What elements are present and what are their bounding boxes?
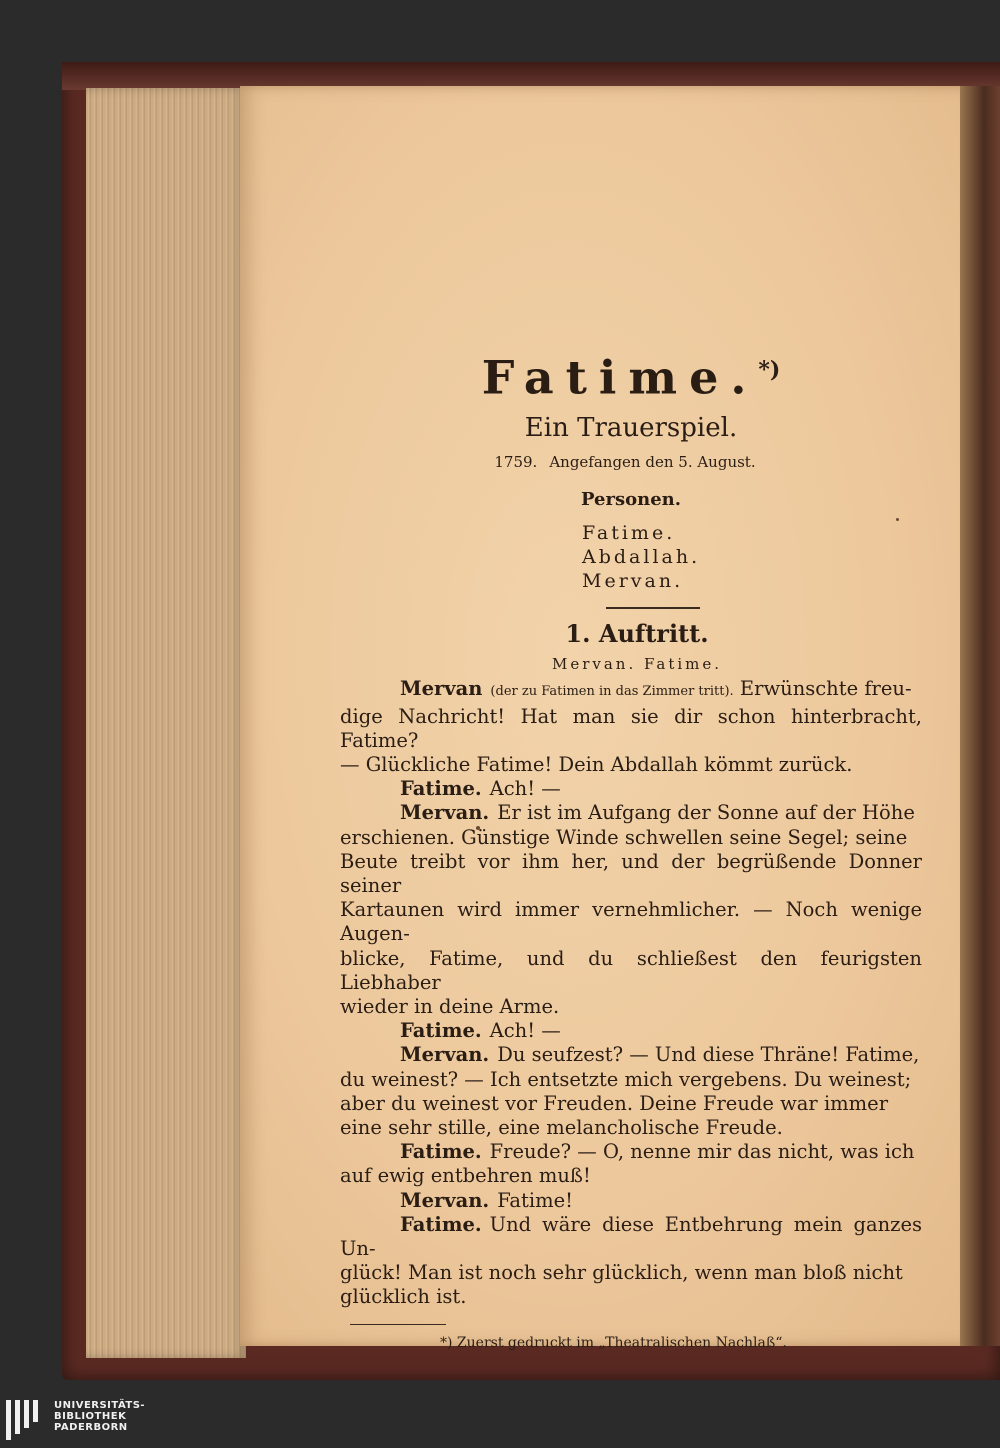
dialogue-paragraph: [340, 1140, 922, 1188]
dialogue-line: glück! Man ist noch sehr glücklich, wenn man bloß nicht: [340, 1261, 903, 1285]
dialogue-line: glücklich ist.: [340, 1285, 467, 1309]
library-logo-line: BIBLIOTHEK: [54, 1411, 127, 1422]
play-subtitle: Ein Trauerspiel.: [524, 413, 738, 444]
library-logo-line: PADERBORN: [54, 1422, 128, 1433]
dialogue-first-line: [340, 1019, 922, 1043]
dialogue-line: Beute treibt vor ihm her, und der begrüßende Donner seiner: [340, 849, 922, 897]
dialogue-paragraph: [340, 1019, 922, 1043]
dialogue-paragraph: [340, 777, 922, 801]
library-logo-text: [54, 1400, 145, 1433]
dialogue-line: Kartaunen wird immer vernehmlicher. — Noch wenige Augen-: [340, 898, 922, 946]
dialogue-first-line: [340, 1189, 922, 1213]
dialogue-first-line: [340, 677, 922, 704]
speaker-name: Fatime.: [400, 1212, 482, 1236]
title-block: [340, 340, 922, 515]
dialogue-first-line: [340, 1043, 922, 1067]
year: 1759.: [494, 453, 538, 472]
dialogue-line: Erwünschte freu-: [739, 677, 912, 701]
stage-direction: (der zu Fatimen in das Zimmer tritt).: [490, 684, 734, 700]
dialogue-line: Freude? — O, nenne mir das nicht, was ich: [489, 1140, 915, 1164]
page-text: [340, 340, 922, 1351]
footnote-marker: *): [758, 357, 781, 383]
footnote-divider: [350, 1324, 446, 1325]
library-logo: [6, 1400, 145, 1440]
speaker-name: Mervan.: [400, 801, 490, 825]
dialogue-line: blicke, Fatime, und du schließest den feurigsten Liebhaber: [340, 946, 922, 994]
dialogue-paragraph: [340, 1043, 922, 1140]
dialogue-line: Du seufzest? — Und diese Thräne! Fatime,: [497, 1043, 920, 1067]
date-line: [340, 447, 922, 477]
persons-list: [582, 521, 922, 593]
dialogue: [340, 677, 922, 1309]
dialogue-line: Und wäre diese Entbehrung mein ganzes Un-: [340, 1212, 922, 1260]
library-logo-line: UNIVERSITÄTS-: [54, 1400, 146, 1411]
person-entry: Abdallah.: [582, 546, 701, 569]
dialogue-first-line: [340, 777, 922, 801]
dialogue-first-line: [340, 1213, 922, 1261]
speaker-name: Fatime.: [400, 1140, 482, 1164]
play-title: [340, 340, 922, 407]
dialogue-line: Ach! —: [489, 1019, 561, 1043]
begun-date: Angefangen den 5. August.: [549, 453, 756, 472]
person-entry: Mervan.: [582, 570, 684, 593]
dialogue-line: Ach! —: [489, 777, 561, 801]
speaker-name: Mervan: [400, 677, 483, 701]
speaker-name: Mervan.: [400, 1043, 490, 1067]
dialogue-line: Fatime!: [497, 1188, 573, 1212]
dialogue-first-line: [340, 1140, 922, 1164]
section-divider: [606, 607, 700, 609]
dialogue-line: du weinest? — Ich entsetzte mich vergebens. Du weinest;: [340, 1067, 912, 1091]
dialogue-line: eine sehr stille, eine melancholische Freude.: [340, 1115, 783, 1139]
dialogue-line: dige Nachricht! Hat man sie dir schon hinterbracht, Fatime?: [340, 704, 922, 752]
scene-heading: 1. Auftritt.: [565, 619, 709, 649]
dialogue-line: wieder in deine Arme.: [340, 994, 560, 1018]
dialogue-line: auf ewig entbehren muß!: [340, 1164, 591, 1188]
dialogue-paragraph: [340, 1213, 922, 1310]
stacked-page-edges: [86, 88, 246, 1358]
dialogue-paragraph: [340, 801, 922, 1019]
dialogue-paragraph: [340, 677, 922, 777]
footnote: *) Zuerst gedruckt im „Theatralischen Nachlaß“.: [440, 1334, 787, 1351]
dialogue-paragraph: [340, 1189, 922, 1213]
speaker-name: Fatime.: [400, 1019, 482, 1043]
library-logo-mark-icon: [6, 1400, 42, 1440]
dialogue-first-line: [340, 801, 922, 825]
speaker-name: Mervan.: [400, 1188, 490, 1212]
dialogue-line: aber du weinest vor Freuden. Deine Freude war immer: [340, 1091, 889, 1115]
scene-persons: Mervan. Fatime.: [551, 655, 723, 674]
dialogue-line: erschienen. Günstige Winde schwellen seine Segel; seine: [340, 825, 908, 849]
personen-heading: Personen.: [580, 489, 682, 511]
play-title-text: Fatime.: [481, 350, 759, 405]
person-entry: Fatime.: [582, 522, 676, 545]
book-gutter: [960, 86, 1000, 1346]
speaker-name: Fatime.: [400, 777, 482, 801]
dialogue-line: — Glückliche Fatime! Dein Abdallah kömmt zurück.: [340, 752, 853, 776]
dialogue-line: Er ist im Aufgang der Sonne auf der Höhe: [497, 801, 915, 825]
